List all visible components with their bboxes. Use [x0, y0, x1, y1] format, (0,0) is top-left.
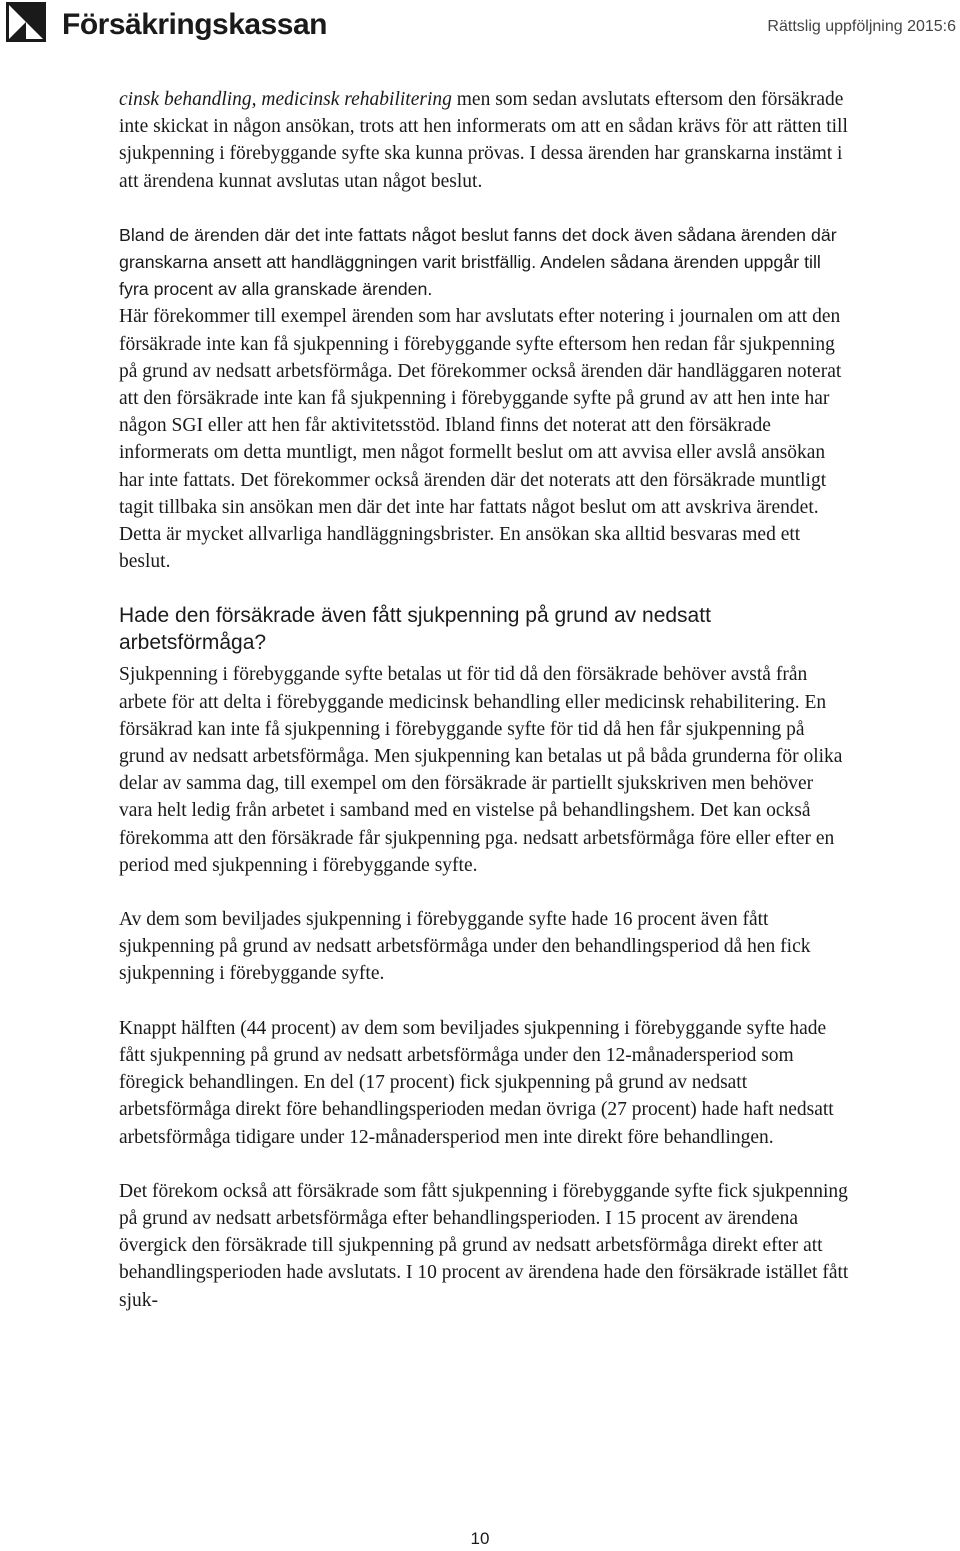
paragraph-16-percent: Av dem som beviljades sjukpenning i förebyggande syfte hade 16 procent även fått sjukpenning på grund av nedsatt arbetsförmåga under den behandlingsperiod då hen fick sjukpenning i förebyggande syfte. — [119, 909, 811, 985]
forsakringskassan-logo-icon — [6, 2, 46, 42]
paragraph-after-treatment: Det förekom också att försäkrade som fått sjukpenning i förebyggande syfte fick sjukpenning på grund av nedsatt arbetsförmåga efter behandlingsperioden. I 15 procent av ärendena övergick den försäkrade till sjukpenning på grund av nedsatt arbetsförmåga direkt efter att behandlingsperioden hade avslutats. I 10 procent av ärendena hade den försäkrade istället fått sjuk- — [119, 1180, 849, 1311]
page-number: 10 — [470, 1529, 490, 1548]
paragraph-sickness-benefit: Sjukpenning i förebyggande syfte betalas ut för tid då den försäkrade behöver avstå från arbete för att delta i förebyggande medicinsk behandling eller medicinsk rehabilitering. En försäkrad kan inte få sjukpenning i förebyggande syfte för tid då hen får sjukpenning på grund av nedsatt arbetsförmåga. Men sjukpenning kan betalas ut på båda grunderna för olika delar av samma dag, till exempel om den försäkrade är partiellt sjukskriven men behöver vara helt ledig från arbetet i samband med en vistelse på behandlingshem. Det kan också förekomma att den försäkrade får sjukpenning pga. nedsatt arbetsförmåga före eller efter en period med sjukpenning i förebyggande syfte. — [119, 664, 843, 876]
paragraph-intro — [119, 86, 849, 195]
report-title: Rättslig uppföljning 2015:6 — [767, 18, 956, 35]
section-heading: Hade den försäkrade även fått sjukpenning på grund av nedsatt arbetsförmåga? — [119, 604, 711, 655]
document-body — [119, 86, 849, 1314]
brand-name: Försäkringskassan — [62, 8, 327, 41]
paragraph-handling-deficient: Bland de ärenden där det inte fattats något beslut fanns det dock även sådana ärenden där granskarna ansett att handläggningen varit bristfällig. Andelen sådana ärenden uppgår till fyra procent av alla granskade ärenden. — [119, 224, 837, 300]
paragraph-44-percent: Knappt hälften (44 procent) av dem som beviljades sjukpenning i förebyggande syfte hade fått sjukpenning på grund av nedsatt arbetsförmåga under den 12-månadersperiod som föregick behandlingen. En del (17 procent) fick sjukpenning på grund av nedsatt arbetsförmåga direkt före behandlingsperioden medan övriga (27 procent) hade haft nedsatt arbetsförmåga tidigare under 12-månadersperiod men inte direkt före behandlingen. — [119, 1017, 834, 1148]
paragraph-examples: Här förekommer till exempel ärenden som har avslutats efter notering i journalen om att den försäkrade inte kan få sjukpenning i förebyggande syfte eftersom hen redan får sjukpenning på grund av nedsatt arbetsförmåga. Det förekommer också ärenden där handläggaren noterat att den försäkrade inte kan få sjukpenning i förebyggande syfte på grund av att hen inte har någon SGI eller att hen får aktivitetsstöd. Ibland finns det noterat att den försäkrade informerats om detta muntligt, men något formellt beslut om att avvisa eller avslå ansökan har inte fattats. Det förekommer också ärenden där det noterats att den försäkrade muntligt tagit tillbaka sin ansökan men där det inte har fattats något beslut om att avskriva ärendet. Detta är mycket allvarliga handläggningsbrister. En ansökan ska alltid besvaras med ett beslut. — [119, 306, 842, 573]
intro-italic-text: cinsk behandling, medicinsk rehabilitering — [119, 89, 452, 110]
intro-text: men som sedan avslutats eftersom den försäkrade inte skickat in någon ansökan, trots att hen informerats om att en sådan krävs för att rätten till sjukpenning i förebyggande syfte ska kunna prövas. I dessa ärenden har granskarna instämt i att ärendena kunnat avslutas utan något beslut. — [119, 89, 848, 192]
page-header — [0, 0, 960, 60]
